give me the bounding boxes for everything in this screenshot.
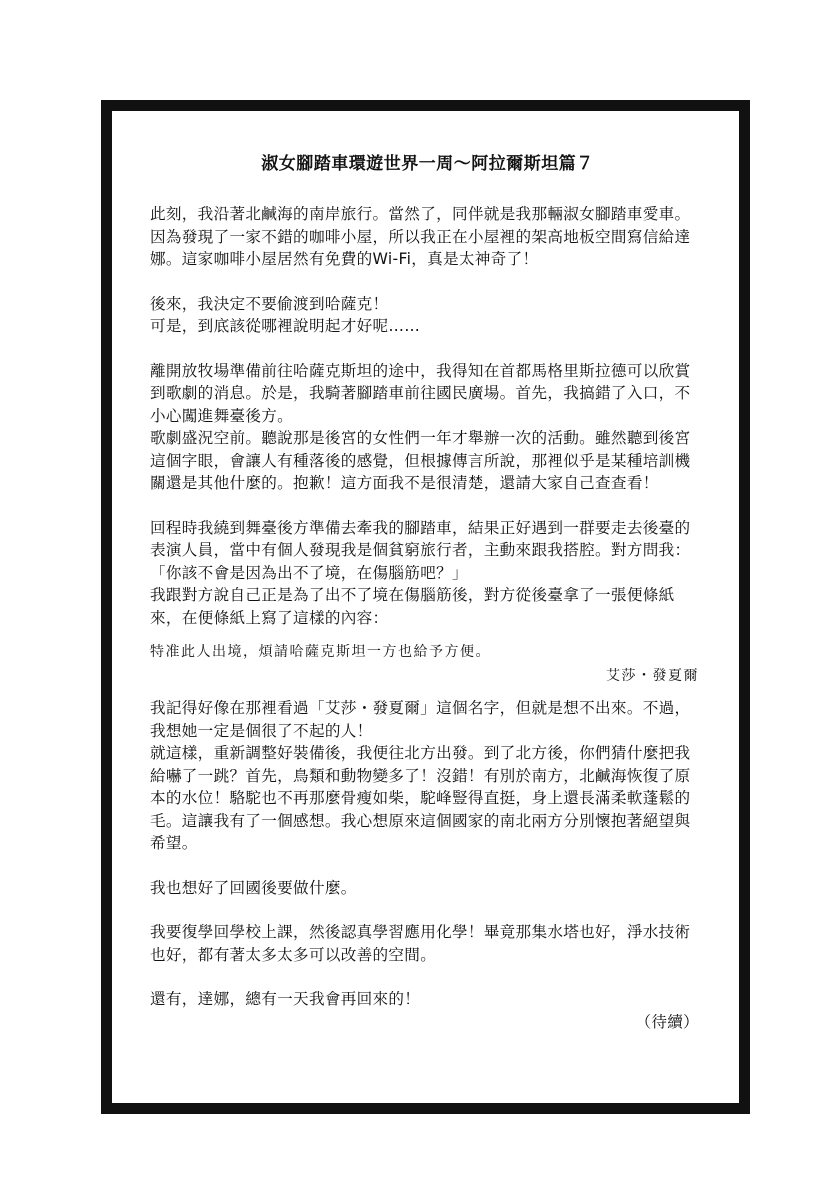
handwritten-note: 特准此人出境，煩請哈薩克斯坦一方也給予方便。: [150, 644, 491, 660]
paragraph: 就這樣，重新調整好裝備後，我便往北方出發。到了北方後，你們猜什麼把我給嚇了一跳？首先，鳥類和動物變多了！沒錯！有別於南方，北鹹海恢復了原本的水位！駱駝也不再那麼骨瘦如柴，駝峰豎得直挺，身上還長滿柔軟蓬鬆的毛。這讓我有了一個感想。我心想原來這個國家的南北兩方分別懷抱著絕望與希望。: [150, 744, 691, 852]
letter-content: [150, 149, 705, 1033]
paragraph: 「你該不會是因為出不了境，在傷腦筋吧？」: [150, 563, 468, 582]
paragraph: 離開放牧場準備前往哈薩克斯坦的途中，我得知在首都馬格里斯拉德可以欣賞到歌劇的消息。於是，我騎著腳踏車前往國民廣場。首先，我搞錯了入口，不小心闖進舞臺後方。: [150, 361, 691, 425]
paragraph: 可是，到底該從哪裡說明起才好呢……: [150, 317, 421, 335]
to-be-continued: （待續）: [635, 1012, 699, 1031]
paragraph: 歌劇盛況空前。聽說那是後宮的女性們一年才舉辦一次的活動。雖然聽到後宮這個字眼，會讓人有種落後的感覺，但根據傳言所說，那裡似乎是某種培訓機關還是其他什麼的。抱歉！這方面我不是很清楚，還請大家自己查查看！: [150, 429, 691, 492]
paragraph: 我記得好像在那裡看過「艾莎・發夏爾」這個名字，但就是想不出來。不過，我想她一定是個很了不起的人！: [150, 699, 691, 740]
paragraph: 後來，我決定不要偷渡到哈薩克！: [150, 294, 389, 313]
page-title: 淑女腳踏車環遊世界一周～阿拉爾斯坦篇７: [261, 154, 594, 174]
note-signature: 艾莎・發夏爾: [606, 668, 699, 684]
paragraph: 回程時我繞到舞臺後方準備去牽我的腳踏車，結果正好遇到一群要走去後臺的表演人員，當中有個人發現我是個貧窮旅行者，主動來跟我搭腔。對方問我：: [150, 518, 691, 559]
paragraph: 我跟對方說自己正是為了出不了境在傷腦筋後，對方從後臺拿了一張便條紙來，在便條紙上寫了這樣的內容：: [150, 586, 675, 627]
paragraph: 還有，達娜，總有一天我會再回來的！: [150, 990, 421, 1008]
page-frame: [101, 100, 750, 1114]
paragraph: 我也想好了回國後要做什麼。: [150, 878, 357, 897]
paragraph: 此刻，我沿著北鹹海的南岸旅行。當然了，同伴就是我那輛淑女腳踏車愛車。因為發現了一家不錯的咖啡小屋，所以我正在小屋裡的架高地板空間寫信給達娜。這家咖啡小屋居然有免費的Wi-Fi，真是太神奇了！: [150, 205, 691, 268]
paragraph: 我要復學回學校上課，然後認真學習應用化學！畢竟那集水塔也好，淨水技術也好，都有著太多太多可以改善的空間。: [150, 923, 691, 964]
